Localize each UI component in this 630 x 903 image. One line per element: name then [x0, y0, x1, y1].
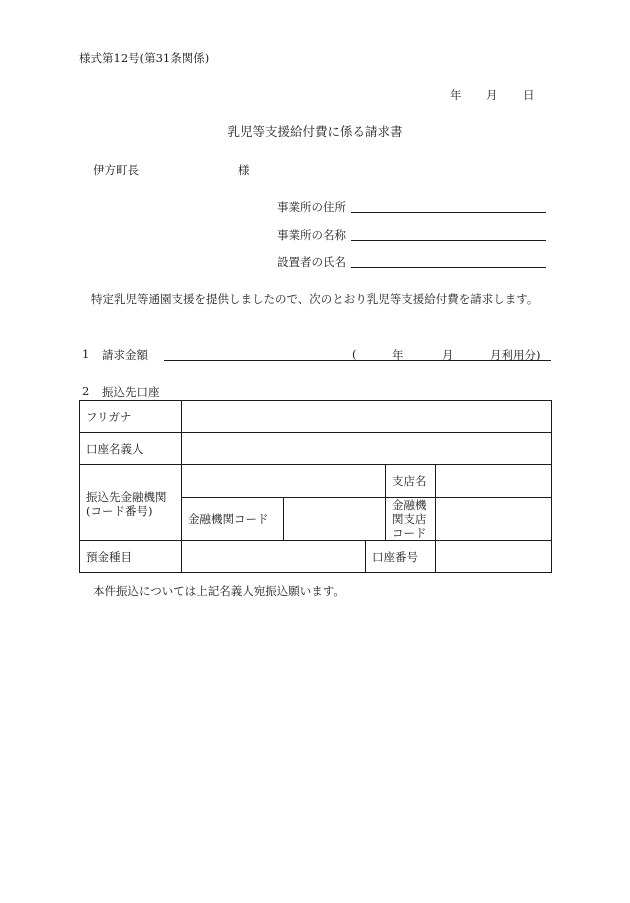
bank-account-table: [79, 400, 552, 573]
branch-name-label: 支店名: [386, 465, 436, 498]
branch-code-label: 金融機関支店: [392, 498, 427, 526]
section1-label: 請求金額: [102, 348, 148, 362]
founder-name-label: 設置者の氏名: [277, 255, 346, 269]
document-title: 乳児等支援給付費に係る請求書: [227, 124, 403, 139]
office-name-field[interactable]: [351, 240, 546, 241]
office-address-field[interactable]: [351, 212, 546, 213]
claim-year-label: 年: [392, 348, 404, 362]
table-row: [80, 541, 552, 573]
section2-label: 振込先口座: [102, 385, 160, 399]
bank-code-label: 金融機関コード: [182, 498, 284, 541]
bank-code-input-cell[interactable]: [284, 498, 386, 541]
deposit-type-input-cell[interactable]: [182, 541, 366, 573]
paren-open: (: [352, 347, 357, 361]
form-number: 様式第12号(第31条関係): [79, 51, 210, 65]
date-day-label: 日: [523, 88, 535, 102]
request-statement-text: 特定乳児等通園支援を提供しましたので、次のとおり乳児等支援給付費を請求します。: [91, 292, 539, 306]
account-holder-label: 口座名義人: [80, 433, 182, 465]
bank-name-input-cell[interactable]: [182, 465, 386, 498]
table-row: [80, 433, 552, 465]
founder-name-field[interactable]: [351, 267, 546, 268]
addressee-name: 伊方町長: [93, 163, 139, 177]
account-number-label: 口座番号: [366, 541, 436, 573]
deposit-type-label: 預金種目: [80, 541, 182, 573]
bank-label-cell: [80, 465, 182, 541]
bank-code-number-label: (コード番号): [86, 503, 153, 518]
account-number-input-cell[interactable]: [436, 541, 552, 573]
section2-number: 2: [82, 384, 90, 398]
request-statement: [79, 291, 551, 308]
furigana-label: フリガナ: [80, 401, 182, 433]
claim-usage-label: 月利用分): [490, 348, 541, 362]
account-holder-input-cell[interactable]: [182, 433, 552, 465]
transfer-request-note: 本件振込については上記名義人宛振込願います。: [93, 584, 345, 598]
section1-number: 1: [82, 347, 90, 361]
furigana-input-cell[interactable]: [182, 401, 552, 433]
branch-code-input-cell[interactable]: [436, 498, 552, 541]
addressee-honorific: 様: [238, 163, 250, 177]
branch-code-label-cell: [386, 498, 436, 541]
table-row: [80, 401, 552, 433]
table-row: [80, 465, 552, 498]
date-year-label: 年: [450, 88, 462, 102]
bank-label: 振込先金融機関: [86, 489, 167, 504]
claim-month-label: 月: [442, 348, 454, 362]
date-month-label: 月: [486, 88, 498, 102]
office-name-label: 事業所の名称: [277, 228, 346, 242]
office-address-label: 事業所の住所: [277, 200, 346, 214]
branch-name-input-cell[interactable]: [436, 465, 552, 498]
branch-code-label-suffix: コード: [392, 526, 427, 540]
